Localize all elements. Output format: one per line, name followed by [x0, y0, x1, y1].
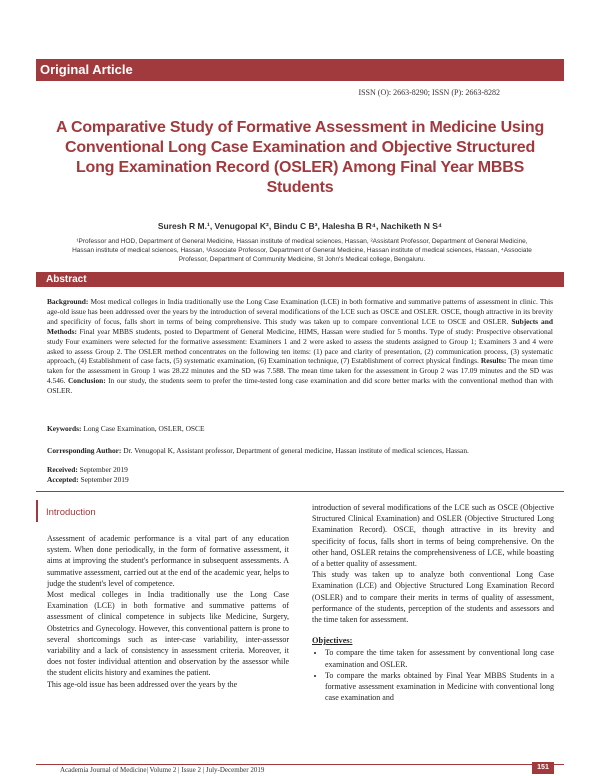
- conclusion-label: Conclusion:: [67, 376, 106, 386]
- journal-footer: Academia Journal of Medicine| Volume 2 | Issue 2 | July-December 2019: [60, 766, 265, 774]
- abstract-body: [47, 297, 553, 396]
- introduction-heading-box: [36, 500, 138, 522]
- results-label: Results:: [480, 356, 507, 366]
- author-list: Suresh R M.¹, Venugopal K², Bindu C B³, Halesha B R⁴, Nachiketh N S⁴: [157, 221, 443, 231]
- corresponding-author: [47, 446, 553, 455]
- title-line-2: Conventional Long Case Examination and Objective Structured: [64, 139, 536, 156]
- background-label: Background:: [47, 297, 89, 306]
- objective-item-2: • To compare the marks obtained by Final Year MBBS Students in a formative assessment examination in Medicine with conventional long case examination and: [325, 670, 554, 704]
- keywords: [47, 424, 553, 433]
- abstract-heading: Abstract: [46, 274, 87, 285]
- article-type-label: Original Article: [40, 62, 133, 77]
- keywords-label: Keywords:: [47, 424, 82, 433]
- footer-rule: [36, 764, 564, 765]
- intro-paragraph-1: Assessment of academic performance is a vital part of any education system. When done periodically, in the form of formative assessment, it aims at improving the student's performance in subsequent assessments. A summative assessment, carried out at the end of the academic year, helps to judge the student's level of competence.: [47, 534, 289, 588]
- introduction-heading: Introduction: [46, 507, 96, 518]
- objective-item-1: • To compare the time taken for assessment by conventional long case examination and OSLER.: [325, 647, 554, 669]
- issn-line: ISSN (O): 2663-8290; ISSN (P): 2663-8282: [358, 88, 500, 97]
- title-line-1: A Comparative Study of Formative Assessment in Medicine Using: [55, 119, 545, 136]
- background-text: Most medical colleges in India traditionally use the Long Case Examination (LCE) in both formative and summative patterns of assessment in clinic. This age-old issue has been addressed over the years by the introduction of several modifications of the LCE such as OSCE and OSLER. OSCE, though attractive in its brevity and specificity of focus, falls short in terms of being comprehensive. This study was taken up to compare conventional LCE to OSCE and OSLER.: [47, 297, 553, 326]
- intro-paragraph-2: Most medical colleges in India traditionally use the Long Case Examination (LCE) in both formative and summative patterns of assessment of clinical competence in subjects like Medicine, Surgery, Obstetrics and Gynecology. However, this conventional pattern is prone to several shortcomings such as inter-case variability, inter-assessor variability and a lack of consistency in assessment criteria. Moreover, it does not foster individual attention and observation by the assessor while the student elicits history and examines the patient.: [47, 590, 289, 678]
- methods-text: Final year MBBS students, posted to Department of General Medicine, HIMS, Hassan were studied for 5 months. Type of study: Prospective observational study Four examiners were selected for the formative assessment: Examiners 1 and 2 were asked to assess the students assigned to Group 1; Examiners 3 and 4 were asked to assess Group 2. The OSLER method concentrates on the following ten items: (1) pace and clarity of presentation, (2) communication process, (3) systematic approach, (4) Establishment of case facts, (5) systematic examination, (6) Examination technique, (7) Establishment of correct physical findings.: [47, 326, 553, 366]
- abstract-header: [36, 272, 564, 287]
- paper-title: [50, 118, 550, 198]
- received-label: Received:: [47, 465, 78, 474]
- title-line-3: Long Examination Record (OSLER) Among Final Year MBBS: [75, 159, 525, 176]
- left-column: [47, 533, 289, 690]
- received-line: [47, 465, 129, 475]
- objectives-list: [312, 647, 554, 703]
- methods-label: Subjects and Methods:: [47, 316, 553, 336]
- accepted-line: [47, 475, 129, 485]
- dates: [47, 465, 129, 484]
- page-number: 151: [532, 762, 554, 774]
- intro-paragraph-4: introduction of several modifications of the LCE such as OSCE (Objective Structured Clinical Examination) and OSLER (Objective Structured Long Examination Record). OSCE, though attractive in its brevity and specificity of focus, falls short in terms of being comprehensive. On the other hand, OSLER retains the comprehensiveness of LCE, while boasting of a better quality of assessment.: [312, 503, 554, 569]
- section-divider: [36, 491, 564, 492]
- accepted-label: Accepted:: [47, 474, 79, 484]
- accepted-date: September 2019: [78, 474, 129, 484]
- right-column: [312, 502, 554, 703]
- title-line-4: Students: [266, 179, 334, 196]
- intro-paragraph-3: This age-old issue has been addressed over the years by the: [47, 679, 238, 689]
- intro-paragraph-5: This study was taken up to analyze both conventional Long Case Examination (LCE) and Objective Structured Long Examination Record (OSLER) and to compare their merits in terms of quality of assessment, performance of the students, perception of the students and assessors and the time taken for assessment.: [312, 570, 554, 625]
- results-text: The mean time taken for the assessment in Group 1 was 28.22 minutes and the SD was 7.588. The mean time taken for the assessment in Group 2 was 17.09 minutes and the SD was 4.546.: [47, 356, 554, 386]
- corresponding-label: Corresponding Author:: [47, 446, 122, 455]
- article-type-banner: [36, 59, 564, 81]
- objectives-heading: Objectives:: [312, 636, 353, 646]
- affiliations: ¹Professor and HOD, Department of General Medicine, Hassan institute of medical sciences, Hassan, ²Assistant Professor, Department of General Medicine, Hassan institute of medical sciences, Hassan, ³Associate Professor, Department of General Medicine, Hassan institute of medical sciences, Hassan, ⁴Associate Professor, Department of Community Medicine, St John's Medical college, Bengaluru.: [72, 238, 532, 263]
- conclusion-text: In our study, the students seem to prefer the time-tested long case examination and did score better marks with the conventional method than with OSLER.: [47, 376, 554, 396]
- received-date: September 2019: [77, 465, 128, 474]
- keywords-text: Long Case Examination, OSLER, OSCE: [81, 424, 205, 433]
- corresponding-text: Dr. Venugopal K, Assistant professor, Department of general medicine, Hassan institute of medical sciences, Hassan.: [121, 446, 469, 455]
